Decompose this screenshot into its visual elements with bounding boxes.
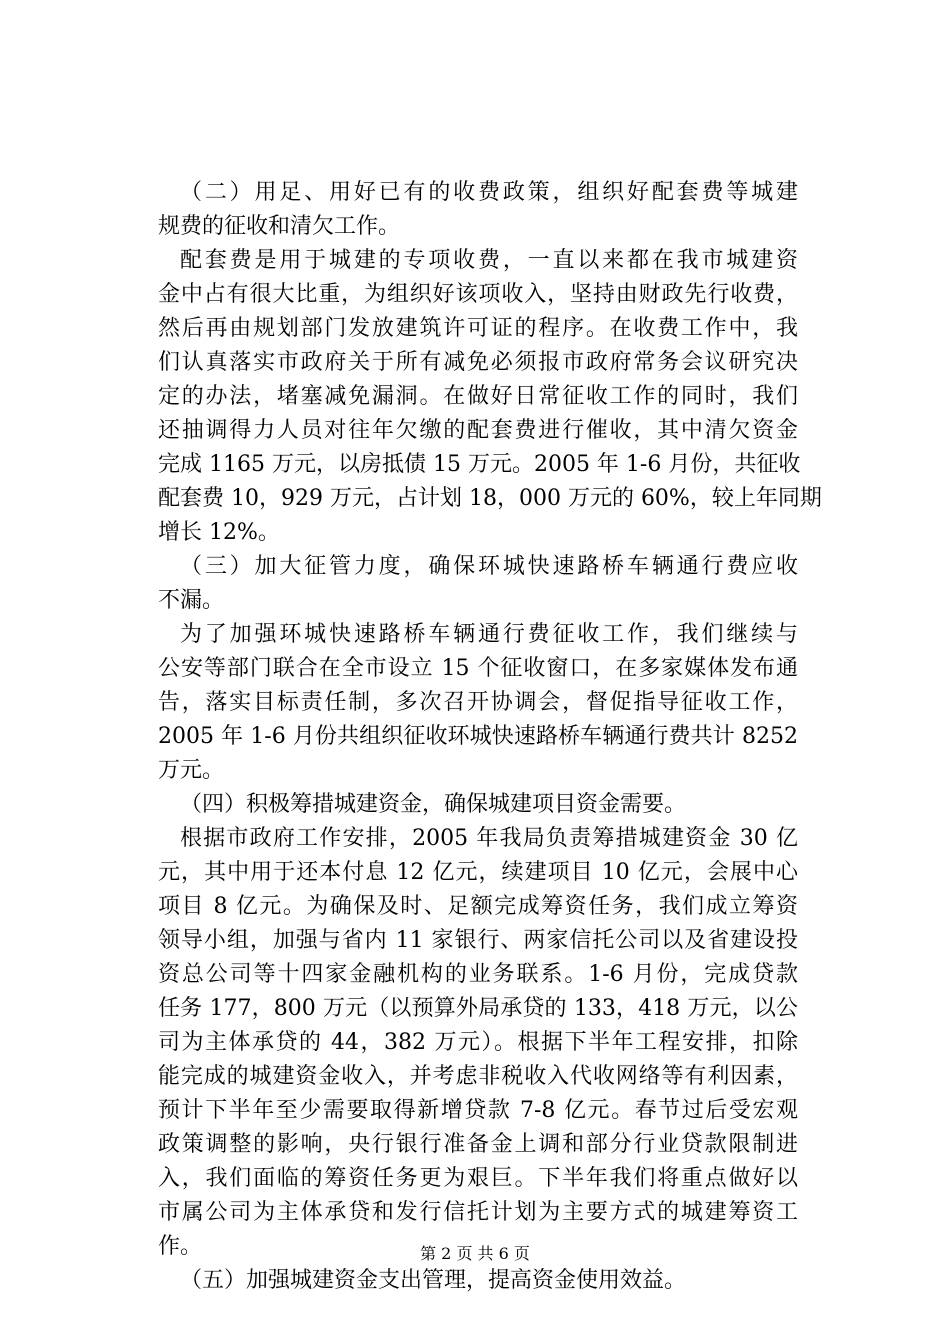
text-line: 增长 12%。 bbox=[158, 520, 280, 545]
text-line: 们认真落实市政府关于所有减免必须报市政府常务会议研究决 bbox=[158, 350, 798, 375]
text-line: 市属公司为主体承贷和发行信托计划为主要方式的城建筹资工 bbox=[158, 1200, 798, 1225]
text-line: 项目 8 亿元。为确保及时、足额完成筹资任务，我们成立筹资 bbox=[158, 894, 798, 919]
text-line: 任务 177，800 万元（以预算外局承贷的 133，418 万元，以公 bbox=[158, 996, 798, 1021]
text-line: 预计下半年至少需要取得新增贷款 7-8 亿元。春节过后受宏观 bbox=[158, 1098, 798, 1123]
text-line: 2005 年 1-6 月份共组织征收环城快速路桥车辆通行费共计 8252 bbox=[158, 724, 798, 749]
text-line: 不漏。 bbox=[158, 588, 225, 613]
text-line: （二）用足、用好已有的收费政策，组织好配套费等城建 bbox=[180, 180, 798, 205]
page-number: 第 2 页 共 6 页 bbox=[420, 1244, 530, 1263]
text-line: 领导小组，加强与省内 11 家银行、两家信托公司以及省建设投 bbox=[158, 928, 798, 953]
text-line: 告，落实目标责任制，多次召开协调会，督促指导征收工作， bbox=[158, 690, 798, 715]
text-line: 能完成的城建资金收入，并考虑非税收入代收网络等有利因素， bbox=[158, 1064, 798, 1089]
text-line: 配套费 10，929 万元，占计划 18，000 万元的 60%，较上年同期 bbox=[158, 486, 822, 511]
text-line: 元，其中用于还本付息 12 亿元，续建项目 10 亿元，会展中心 bbox=[158, 860, 798, 885]
text-line: 定的办法，堵塞减免漏洞。在做好日常征收工作的同时，我们 bbox=[158, 384, 798, 409]
text-line: （五）加强城建资金支出管理，提高资金使用效益。 bbox=[180, 1268, 687, 1293]
text-line: 根据市政府工作安排，2005 年我局负责筹措城建资金 30 亿 bbox=[180, 826, 798, 851]
text-line: 司为主体承贷的 44，382 万元）。根据下半年工程安排，扣除 bbox=[158, 1030, 798, 1055]
text-line: 然后再由规划部门发放建筑许可证的程序。在收费工作中，我 bbox=[158, 316, 798, 341]
text-line: 公安等部门联合在全市设立 15 个征收窗口，在多家媒体发布通 bbox=[158, 656, 798, 681]
page-footer bbox=[0, 1244, 950, 1264]
text-line: 政策调整的影响，央行银行准备金上调和部分行业贷款限制进 bbox=[158, 1132, 798, 1157]
text-line: 配套费是用于城建的专项收费，一直以来都在我市城建资 bbox=[180, 248, 798, 273]
text-line: 作。 bbox=[158, 1234, 203, 1259]
text-line: 金中占有很大比重，为组织好该项收入，坚持由财政先行收费， bbox=[158, 282, 798, 307]
text-line: 万元。 bbox=[158, 758, 225, 783]
text-line: （四）积极筹措城建资金，确保城建项目资金需要。 bbox=[180, 792, 687, 817]
text-line: 资总公司等十四家金融机构的业务联系。1-6 月份，完成贷款 bbox=[158, 962, 798, 987]
text-line: 完成 1165 万元，以房抵债 15 万元。2005 年 1-6 月份，共征收 bbox=[158, 452, 801, 477]
text-line: 还抽调得力人员对往年欠缴的配套费进行催收，其中清欠资金 bbox=[158, 418, 798, 443]
document-body bbox=[158, 176, 822, 1298]
text-line: （三）加大征管力度，确保环城快速路桥车辆通行费应收 bbox=[180, 554, 798, 579]
text-line: 规费的征收和清欠工作。 bbox=[158, 214, 401, 239]
text-line: 入，我们面临的筹资任务更为艰巨。下半年我们将重点做好以 bbox=[158, 1166, 798, 1191]
text-line: 为了加强环城快速路桥车辆通行费征收工作，我们继续与 bbox=[180, 622, 798, 647]
